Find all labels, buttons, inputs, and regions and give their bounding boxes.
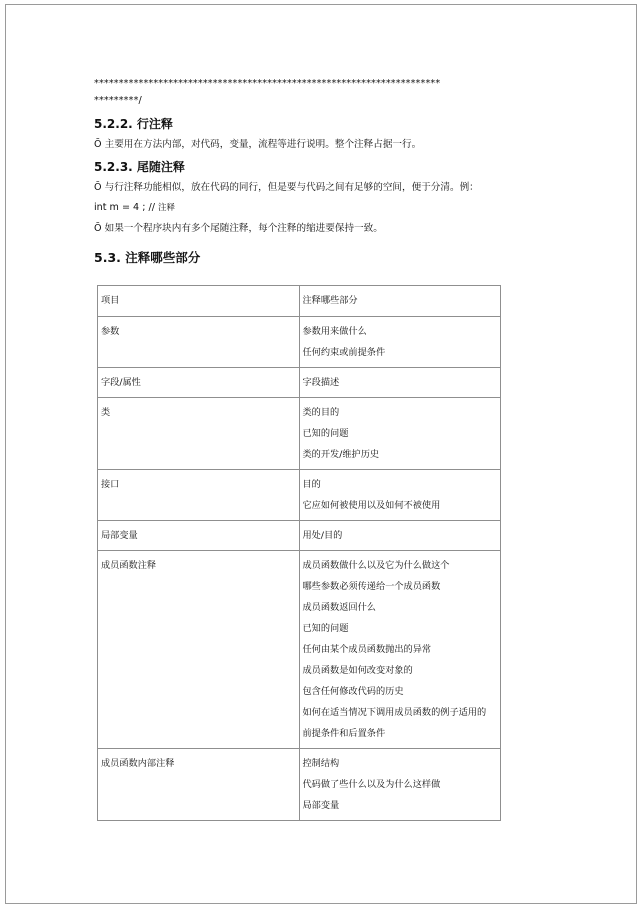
item-label: 局部变量 [101,530,138,541]
table-cell-parts [299,470,501,521]
item-label: 成员函数内部注释 [101,758,175,769]
part-line: 类的目的 [302,407,340,418]
code-text: int m = 4 ; // [94,202,158,213]
table-cell-parts [299,551,501,749]
part-line: 代码做了些什么以及为什么这样做 [302,779,441,790]
header-item [98,286,300,317]
table-cell-item [98,398,300,470]
part-line: 局部变量 [302,800,340,811]
table-header-row [98,286,501,317]
table-row [98,368,501,398]
header-item-label: 项目 [101,295,120,306]
section-5-2-2-heading: 5.2.2. 行注释 [94,117,173,131]
part-line: 成员函数返回什么 [302,602,376,613]
code-example [94,200,544,216]
part-line: 已知的问题 [302,428,349,439]
table-cell-parts [299,398,501,470]
comment-parts-table [97,285,501,821]
part-line: 参数用来做什么 [302,326,367,337]
table-row [98,749,501,821]
table-cell-item [98,551,300,749]
part-line: 它应如何被使用以及如何不被使用 [302,500,441,511]
part-line: 包含任何修改代码的历史 [302,686,404,697]
item-label: 成员函数注释 [101,560,157,571]
table-row [98,521,501,551]
header-parts [299,286,501,317]
table-row [98,470,501,521]
section-5-2-2-paragraph: Ō 主要用在方法内部，对代码，变量，流程等进行说明。整个注释占据一行。 [94,139,422,150]
section-5-2-3-paragraph-2: Ō 如果一个程序块内有多个尾随注释，每个注释的缩进要保持一致。 [94,223,383,234]
part-line: 任何约束或前提条件 [302,347,386,358]
part-line: 目的 [302,479,321,490]
part-line: 控制结构 [302,758,340,769]
table-cell-item [98,317,300,368]
code-comment: 注释 [158,203,176,213]
separator-stars-end: *********/ [94,95,142,106]
table-cell-parts [299,749,501,821]
item-label: 字段/属性 [101,377,141,388]
part-line: 前提条件和后置条件 [302,728,386,739]
item-label: 参数 [101,326,120,337]
table-cell-parts [299,368,501,398]
table-cell-item [98,368,300,398]
table-row [98,398,501,470]
table-cell-item [98,749,300,821]
part-line: 如何在适当情况下调用成员函数的例子适用的 [302,707,487,718]
part-line: 字段描述 [302,377,340,388]
item-label: 类 [101,407,111,418]
section-5-2-3-heading: 5.2.3. 尾随注释 [94,160,185,174]
table-row [98,551,501,749]
section-5-2-3-paragraph-1: Ō 与行注释功能相似，放在代码的同行，但是要与代码之间有足够的空间，便于分清。例： [94,182,479,193]
header-parts-label: 注释哪些部分 [302,295,358,306]
table-cell-item [98,521,300,551]
table-cell-item [98,470,300,521]
part-line: 已知的问题 [302,623,349,634]
document-content [94,75,544,267]
part-line: 成员函数做什么以及它为什么做这个 [302,560,450,571]
part-line: 用处/目的 [302,530,343,541]
part-line: 成员函数是如何改变对象的 [302,665,413,676]
part-line: 类的开发/维护历史 [302,449,380,460]
table-row [98,317,501,368]
table-cell-parts [299,317,501,368]
table-cell-parts [299,521,501,551]
separator-stars: ********************************************************************** [94,78,441,89]
part-line: 任何由某个成员函数抛出的异常 [302,644,432,655]
part-line: 哪些参数必须传递给一个成员函数 [302,581,441,592]
section-5-3-heading: 5.3. 注释哪些部分 [94,250,201,265]
item-label: 接口 [101,479,120,490]
